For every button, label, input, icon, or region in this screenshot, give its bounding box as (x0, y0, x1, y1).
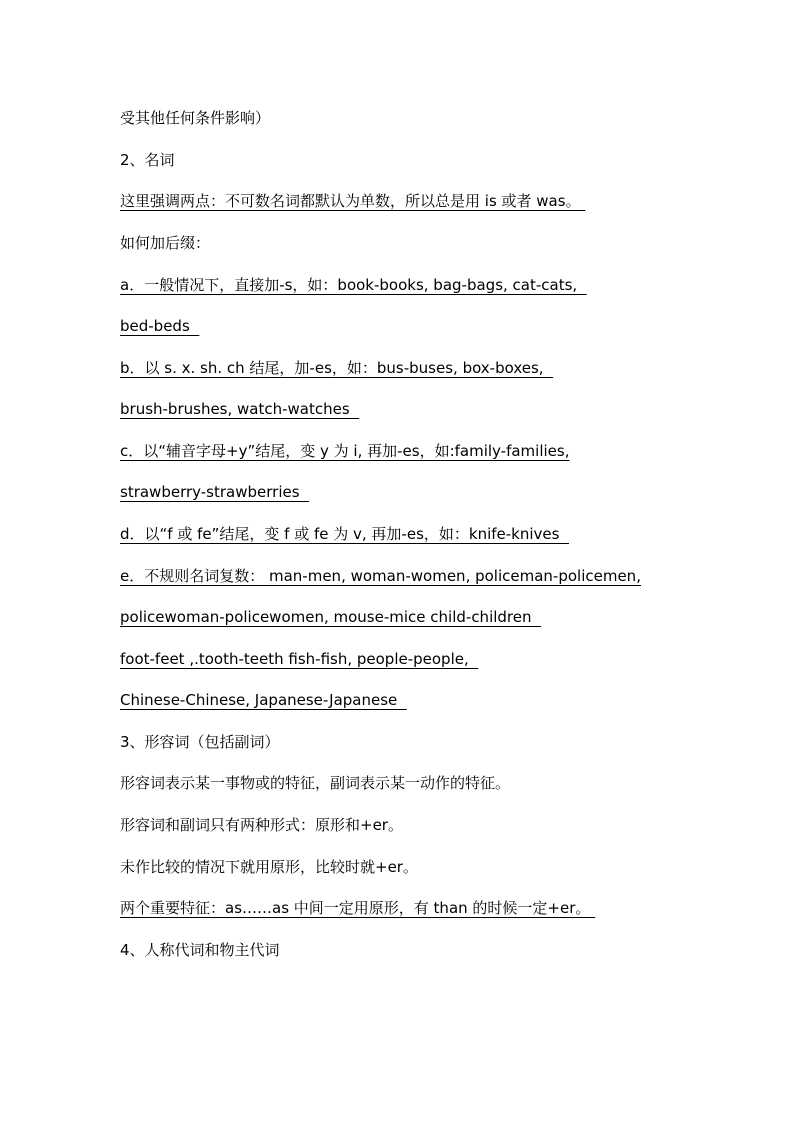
list-item: c．以“辅音字母+y”结尾，变 y 为 i, 再加-es，如:family-families, (120, 442, 570, 460)
section-heading: 2、名词 (120, 151, 175, 169)
list-item: d．以“f 或 fe”结尾，变 f 或 fe 为 v, 再加-es，如：knife-knives (120, 525, 569, 543)
text-line: 形容词表示某一事物或的特征，副词表示某一动作的特征。 (120, 774, 511, 792)
list-item: b．以 s. x. sh. ch 结尾，加-es，如：bus-buses, box-boxes, (120, 359, 554, 377)
text-line: 受其他任何条件影响） (120, 109, 271, 127)
list-item: e．不规则名词复数： man-men, woman-women, policeman-policemen, (120, 567, 641, 585)
text-line: 未作比较的情况下就用原形，比较时就+er。 (120, 858, 418, 876)
list-item: policewoman-policewomen, mouse-mice child-children (120, 608, 542, 626)
list-item: brush-brushes, watch-watches (120, 400, 360, 418)
list-item: a．一般情况下，直接加-s，如：book-books, bag-bags, cat-cats, (120, 276, 587, 294)
list-item: strawberry-strawberries (120, 483, 310, 501)
list-item: bed-beds (120, 317, 200, 335)
text-line: 如何加后缀： (120, 234, 211, 252)
text-line: 形容词和副词只有两种形式：原形和+er。 (120, 816, 403, 834)
section-heading: 3、形容词（包括副词） (120, 733, 280, 751)
list-item: foot-feet ,.tooth-teeth fish-fish, people-people, (120, 650, 479, 668)
text-line: 两个重要特征：as……as 中间一定用原形，有 than 的时候一定+er。 (120, 899, 596, 917)
list-item: Chinese-Chinese, Japanese-Japanese (120, 691, 407, 709)
text-line: 这里强调两点：不可数名词都默认为单数，所以总是用 is 或者 was。 (120, 192, 586, 210)
section-heading: 4、人称代词和物主代词 (120, 941, 280, 959)
